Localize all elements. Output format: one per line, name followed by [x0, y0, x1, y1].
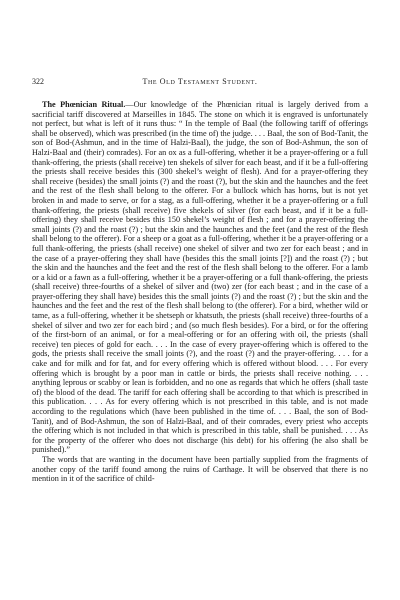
- section-title: The Phœnician Ritual.: [42, 100, 126, 109]
- running-title: The Old Testament Student.: [142, 77, 258, 86]
- page-header: [32, 76, 368, 88]
- paragraph-text: The words that are wanting in the document have been partially supplied from the fragments of another copy of the tariff found among the ruins of Carthage. It will be observed that there is no mention in it of the sacrifice of child-: [32, 454, 368, 484]
- page-body: [32, 100, 368, 484]
- body-paragraph: [32, 100, 368, 455]
- paragraph-text: —Our knowledge of the Phœnician ritual is largely derived from a sacrificial tariff discovered at Marseilles in 1845. The stone on which it is engraved is unfortunately not perfect, but what is left of it runs thus: “ In the temple of Baal (the following tariff of offerings shall be observed), which was prescribed (in the time of) the judge. . . . Baal, the son of Bod-Tanit, the son of Bod-(Ashmun, and in the time of Halzi-Baal), the judge, the son of Bod-Ashmun, the son of Halzi-Baal and (their) comrades). For an ox as a full-offering, whether it be a prayer-offering or a full thank-offering, the priests (shall receive) ten shekels of silver for each beast, and if it be a full-offering the priests shall receive besides this (300 shekel’s weight of flesh). And for a prayer-offering they shall receive (besides) the small joints (?) and the roast (?), but the skin and the haunches and the feet and the rest of the flesh shall belong to the offerer. For a bullock which has horns, but is not yet broken in and made to serve, or for a stag, as a full-offering, whether it be a prayer-offering or a full thank-offering, the priests (shall receive) five shekels of silver (for each beast, and if it be a full-offering) they shall receive besides this 150 shekel’s weight of flesh ; and for a prayer-offering the small joints (?) and the roast (?) ; but the skin and the haunches and the feet (and the rest of the flesh shall belong to the offerer). For a sheep or a goat as a full-offering, whether it be a prayer-offering or a full thank-offering, the priests (shall receive) one shekel of silver and two zer for each beast ; and in the case of a prayer-offering they shall have (besides this the small joints [?]) and the roast (?) ; but the skin and the haunches and the feet and the rest of the flesh shall belong to the offerer. For a lamb or a kid or a fawn as a full-offering, whether it be a prayer-offering or a full thank-offering, the priests (shall receive) three-fourths of a shekel of silver and (two) zer (for each beast ; and in the case of a prayer-offering they shall have) besides this the small joints (?) and the roast (?) ; but the skin and the haunches and the feet and the rest of the flesh shall belong to (the offerer). For a bird, whether wild or tame, as a full-offering, whether it be shetseph or khatsuth, the priests (shall receive) three-fourths of a shekel of silver and two zer for each bird ; and (so much flesh besides). For a bird, or for the offering of the first-born of an animal, or for a meal-offering or for an offering with oil, the priests (shall receive) ten pieces of gold for each. . . . In the case of every prayer-offering which is offered to the gods, the priests shall receive the small joints (?), and the roast (?) and the prayer-offering. . . . for a cake and for milk and for fat, and for every offering which is offered without blood. . . . For every offering which is brought by a poor man in cattle or birds, the priests shall receive nothing. . . . anything leprous or scabby or lean is forbidden, and no one as regards that which he offers (shall taste of) the blood of the dead. The tariff for each offering shall be according to that which is prescribed in this publication. . . . As for every offering which is not prescribed in this table, and is not made according to the regulations which (have been published in the time of. . . . Baal, the son of Bod-Tanit), and of Bod-Ashmun, the son of Halzi-Baal, and of their comrades, every priest who accepts the offering which is not included in that which is prescribed in this table, shall be punished. . . . As for the property of the offerer who does not discharge (his debt) for his offering (he also shall be punished).”: [32, 100, 369, 455]
- body-paragraph: [32, 455, 368, 484]
- page-number: 322: [32, 77, 44, 86]
